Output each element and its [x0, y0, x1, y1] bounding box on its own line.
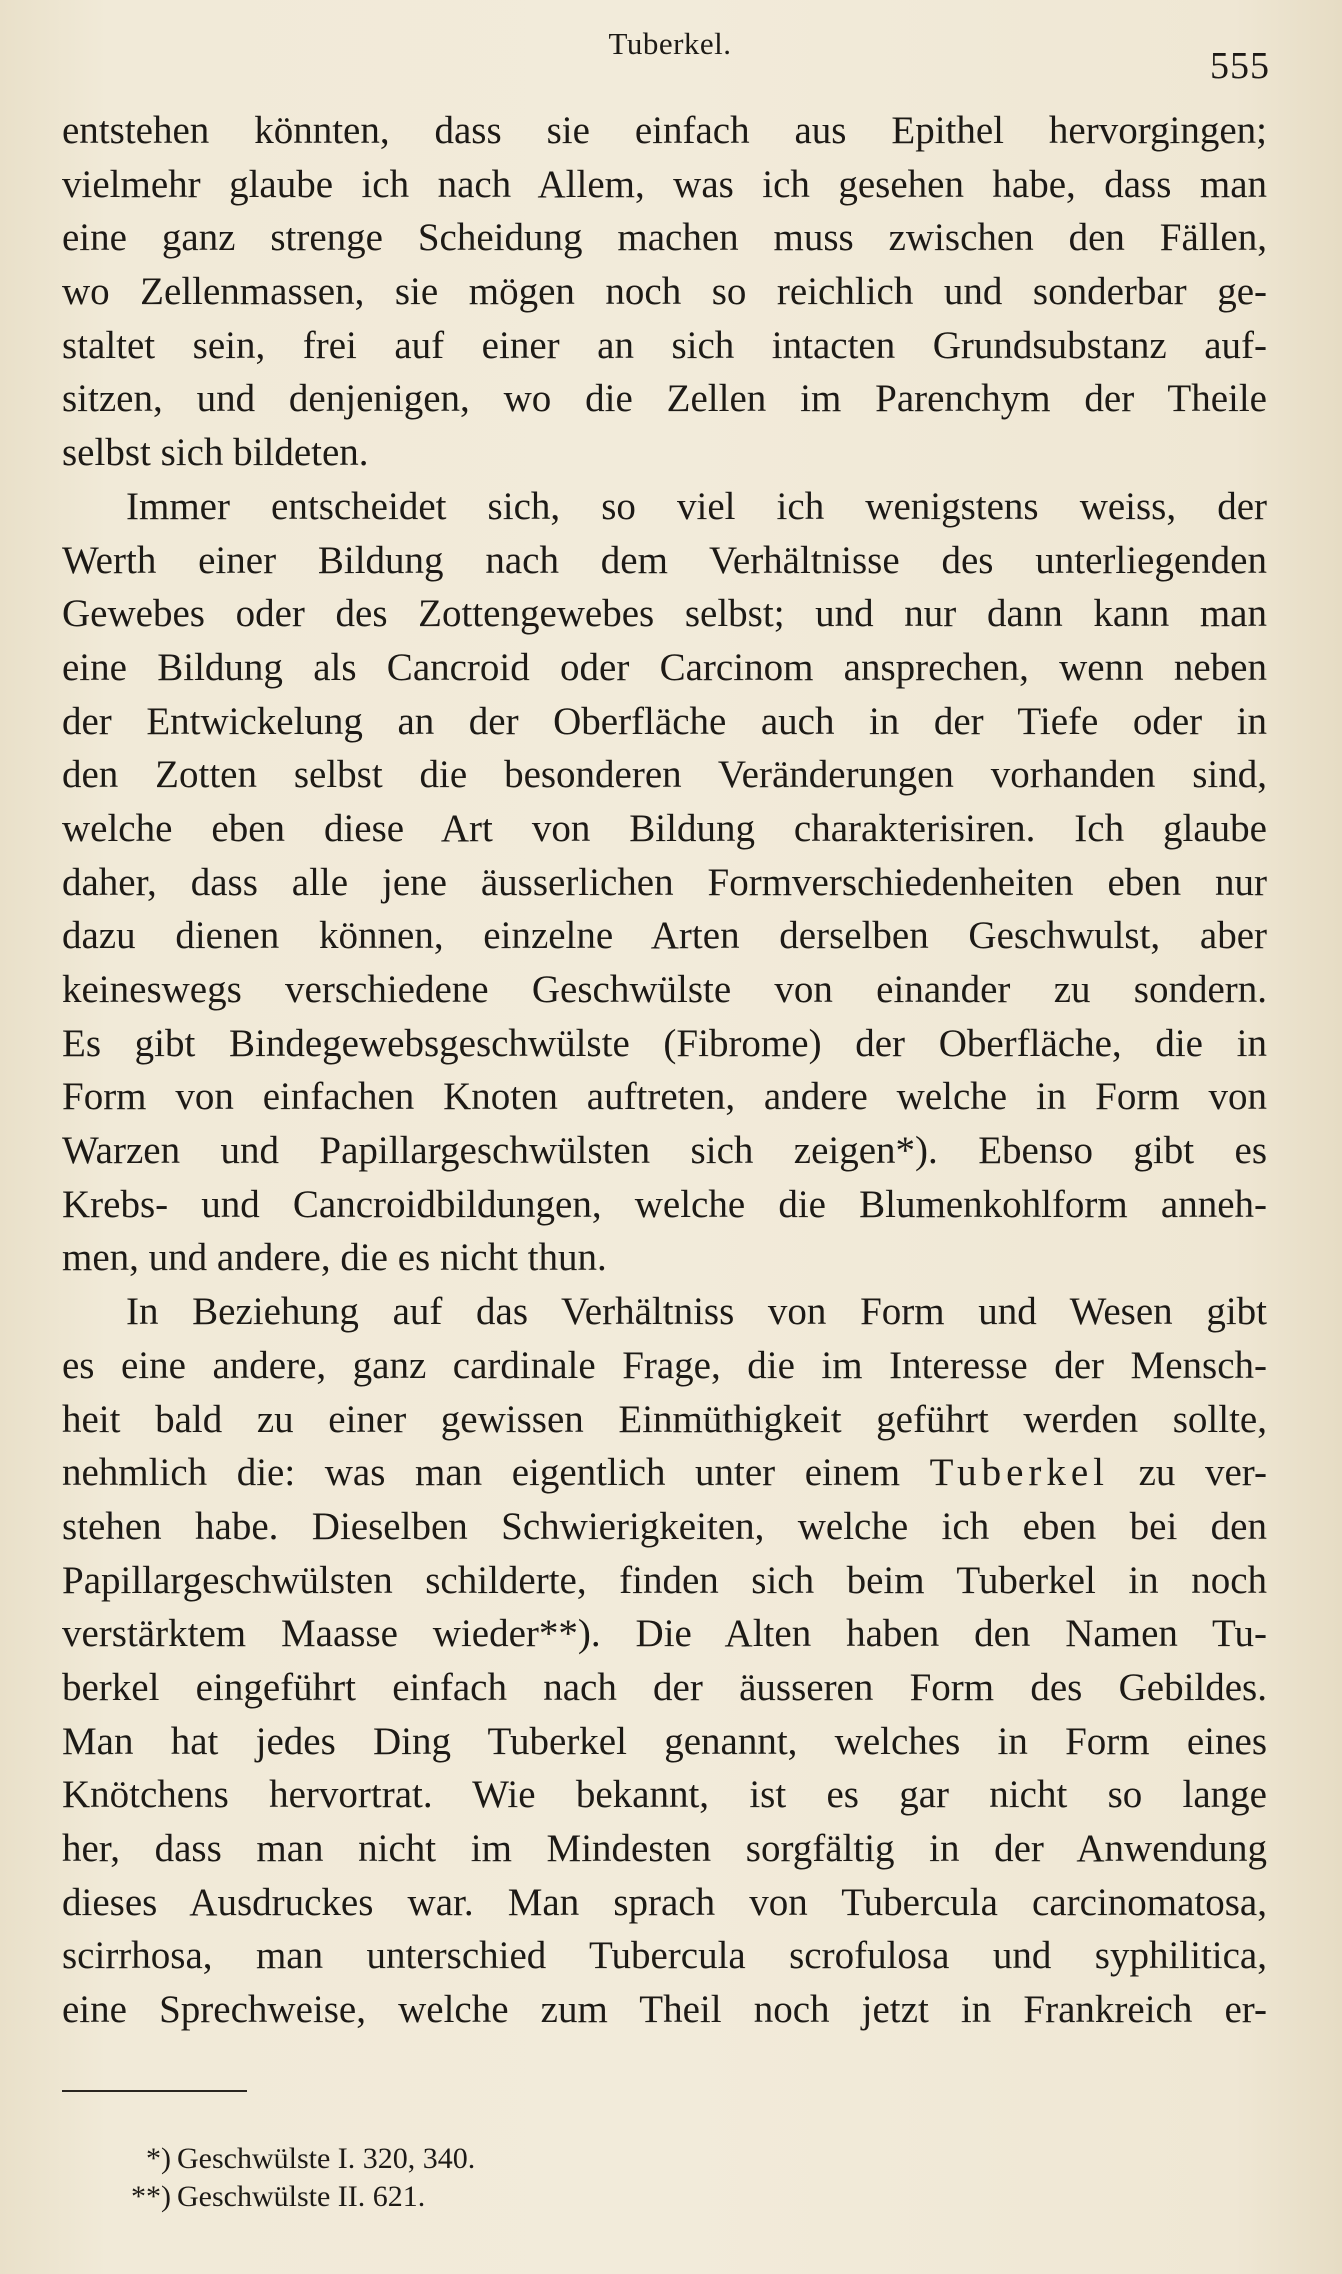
text-line: Werth einer Bildung nach dem Verhältnisse des unterliegenden: [62, 538, 1267, 582]
text-line: berkel eingeführt einfach nach der äusseren Form des Gebildes.: [62, 1665, 1267, 1709]
text-line: eine Sprechweise, welche zum Theil noch jetzt in Frankreich er-: [62, 1988, 1267, 2032]
text-line: daher, dass alle jene äusserlichen Formverschiedenheiten eben nur: [62, 860, 1267, 904]
text-line: eine ganz strenge Scheidung machen muss zwischen den Fällen,: [62, 216, 1267, 260]
text-line: entstehen könnten, dass sie einfach aus Epithel hervorgingen;: [62, 109, 1267, 152]
text-line-with-spaced-word: [62, 1446, 1267, 1500]
text-line: selbst sich bildeten.: [62, 431, 369, 475]
footnote-text: Geschwülste II. 621.: [177, 2180, 426, 2213]
text-line: Gewebes oder des Zottengewebes selbst; und nur dann kann man: [62, 592, 1267, 636]
spaced-emphasis-word: Tuberkel: [929, 1451, 1110, 1495]
footnote: [125, 2140, 475, 2178]
text-line: stehen habe. Dieselben Schwierigkeiten, welche ich eben bei den: [62, 1504, 1267, 1548]
footnote-marker: *): [146, 2142, 171, 2175]
text-line: Warzen und Papillargeschwülsten sich zeigen*). Ebenso gibt es: [62, 1129, 1267, 1173]
page-number: 555: [1210, 45, 1270, 87]
text-line: dazu dienen können, einzelne Arten derselben Geschwulst, aber: [62, 914, 1267, 958]
text-line: heit bald zu einer gewissen Einmüthigkeit geführt werden sollte,: [62, 1397, 1267, 1441]
text-line: Form von einfachen Knoten auftreten, andere welche in Form von: [62, 1075, 1267, 1119]
running-head: [0, 22, 1342, 87]
text-line: der Entwickelung an der Oberfläche auch in der Tiefe oder in: [62, 699, 1267, 743]
text-line: eine Bildung als Cancroid oder Carcinom ansprechen, wenn neben: [62, 645, 1267, 689]
text-line: den Zotten selbst die besonderen Veränderungen vorhanden sind,: [62, 753, 1267, 797]
text-line: es eine andere, ganz cardinale Frage, die im Interesse der Mensch-: [62, 1343, 1267, 1387]
paragraph-start-line: Immer entscheidet sich, so viel ich wenigstens weiss, der: [126, 484, 1267, 528]
text-line: vielmehr glaube ich nach Allem, was ich gesehen habe, dass man: [62, 162, 1267, 206]
text-line: Knötchens hervortrat. Wie bekannt, ist es gar nicht so lange: [62, 1773, 1267, 1817]
text-line: Papillargeschwülsten schilderte, finden sich beim Tuberkel in noch: [62, 1558, 1267, 1602]
footnote-divider: [62, 2090, 247, 2092]
text-line: sitzen, und denjenigen, wo die Zellen im Parenchym der Theile: [62, 377, 1267, 421]
text-line: welche eben diese Art von Bildung charakterisiren. Ich glaube: [62, 806, 1267, 850]
text-line: keineswegs verschiedene Geschwülste von einander zu sondern.: [62, 968, 1267, 1011]
text-line: Man hat jedes Ding Tuberkel genannt, welches in Form eines: [62, 1719, 1267, 1763]
footnote: [125, 2178, 475, 2216]
text-line: staltet sein, frei auf einer an sich intacten Grundsubstanz auf-: [62, 323, 1267, 367]
footnote-marker: **): [131, 2180, 171, 2213]
running-title: Tuberkel.: [608, 26, 732, 61]
text-line: dieses Ausdruckes war. Man sprach von Tubercula carcinomatosa,: [62, 1880, 1267, 1924]
body-text: [62, 104, 1267, 2037]
paragraph-start-line: In Beziehung auf das Verhältniss von Form und Wesen gibt: [126, 1290, 1267, 1334]
text-fragment: zu ver-: [1109, 1451, 1267, 1495]
text-line: wo Zellenmassen, sie mögen noch so reichlich und sonderbar ge-: [62, 270, 1267, 314]
text-fragment: nehmlich die: was man eigentlich unter einem: [62, 1451, 930, 1495]
text-line: Krebs- und Cancroidbildungen, welche die Blumenkohlform anneh-: [62, 1182, 1267, 1226]
text-line: Es gibt Bindegewebsgeschwülste (Fibrome) der Oberfläche, die in: [62, 1021, 1267, 1065]
text-line: men, und andere, die es nicht thun.: [62, 1236, 607, 1280]
footnotes: [125, 2140, 475, 2216]
footnote-text: Geschwülste I. 320, 340.: [177, 2142, 476, 2175]
text-line: scirrhosa, man unterschied Tubercula scrofulosa und syphilitica,: [62, 1934, 1267, 1978]
text-line: verstärktem Maasse wieder**). Die Alten haben den Namen Tu-: [62, 1612, 1267, 1656]
text-line: her, dass man nicht im Mindesten sorgfältig in der Anwendung: [62, 1827, 1267, 1870]
